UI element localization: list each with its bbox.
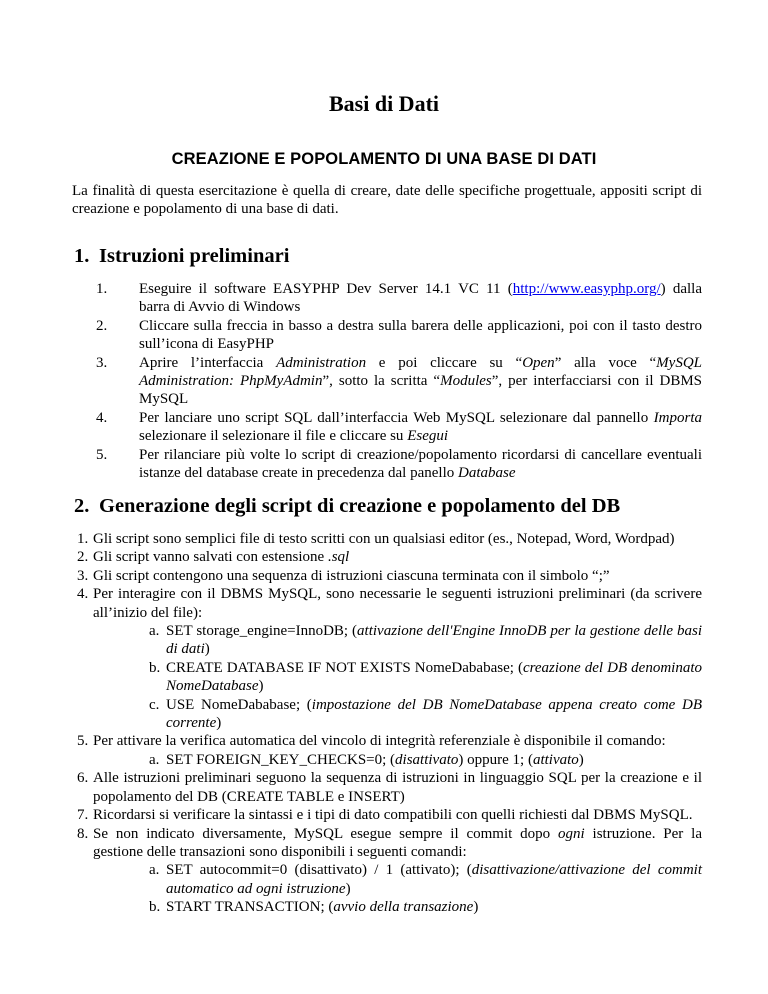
sublist (93, 861, 702, 916)
list-item: 4. Per interagire con il DBMS MySQL, sono necessarie le seguenti istruzioni preliminari (da scrivere all’inizio del file): a. SET storage_engine=InnoDB; (attivazione dell'Engine InnoDB per la gestione delle basi di dati) b. CREATE DATABASE IF NOT EXISTS NomeDababase; (creazione del DB denominato NomeDatabase) c. USE NomeDababase; (impostazione del DB NomeDatabase appena creato come DB corrente) (77, 586, 702, 732)
section-1-heading (74, 245, 289, 268)
sublist (93, 622, 702, 732)
list-item: 3. Gli script contengono una sequenza di istruzioni ciascuna terminata con il simbolo “;” (77, 567, 610, 584)
intro-paragraph: La finalità di questa esercitazione è quella di creare, date delle specifiche progettuale, appositi script di creazione e popolamento di una base di dati. (72, 183, 702, 217)
list-item: 1. Gli script sono semplici file di testo scritti con un qualsiasi editor (es., Notepad, Word, Wordpad) (77, 531, 675, 547)
list-item: 2. Cliccare sulla freccia in basso a destra sulla barera delle applicazioni, poi con il tasto destro sull’icona di EasyPHP (96, 317, 702, 353)
list-item: 6. Alle istruzioni preliminari seguono la sequenza di istruzioni in linguaggio SQL per la creazione e il popolamento del DB (CREATE TABLE e INSERT) (77, 770, 702, 805)
list-item: 2. Gli script vanno salvati con estensione .sql (77, 549, 350, 566)
list-item: 7. Ricordarsi si verificare la sintassi e i tipi di dato compatibili con quelli richiesti dal DBMS MySQL. (77, 807, 693, 824)
sublist-item: a. SET FOREIGN_KEY_CHECKS=0; (disattivato) oppure 1; (attivato) (149, 751, 584, 768)
sublist-item: c. USE NomeDababase; (impostazione del DB NomeDatabase appena creato come DB corrente) (149, 696, 702, 732)
list-item: 3. Aprire l’interfaccia Administration e poi cliccare su “Open” alla voce “MySQL Administration: PhpMyAdmin”, sotto la scritta “Modules”, per interfacciarsi con il DBMS MySQL (96, 354, 702, 408)
section-2-heading (74, 495, 620, 518)
list-item: 8. Se non indicato diversamente, MySQL esegue sempre il commit dopo ogni istruzione. Per la gestione delle transazioni sono disponibili i seguenti comandi: a. SET autocommit=0 (disattivato) / 1 (attivato); (disattivazione/attivazione del commit automatico ad ogni istruzione) b. START TRANSACTION; (avvio della transazione) (77, 825, 702, 916)
sublist (93, 751, 702, 769)
document-subtitle: CREAZIONE E POPOLAMENTO DI UNA BASE DI DATI (171, 150, 597, 168)
section-number: 2. (74, 495, 90, 517)
sublist-item: a. SET storage_engine=InnoDB; (attivazione dell'Engine InnoDB per la gestione delle basi di dati) (149, 623, 702, 658)
list-item: 4. Per lanciare uno script SQL dall’interfaccia Web MySQL selezionare dal pannello Importa selezionare il selezionare il file e cliccare su Esegui (96, 409, 702, 445)
section-title: Istruzioni preliminari (99, 245, 290, 267)
sublist-item: b. CREATE DATABASE IF NOT EXISTS NomeDababase; (creazione del DB denominato NomeDatabase) (149, 659, 702, 695)
section-1-list (96, 280, 702, 482)
list-item: 5. Per attivare la verifica automatica del vincolo di integrità referenziale è disponibile il comando: a. SET FOREIGN_KEY_CHECKS=0; (disattivato) oppure 1; (attivato) (77, 732, 702, 769)
list-item: 5. Per rilanciare più volte lo script di creazione/popolamento ricordarsi di cancellare eventuali istanze del database create in precedenza dal panello Database (96, 446, 702, 482)
easyphp-link[interactable]: http://www.easyphp.org/ (512, 281, 661, 297)
list-item: 1. Eseguire il software EASYPHP Dev Server 14.1 VC 11 (http://www.easyphp.org/) dalla barra di Avvio di Windows (96, 281, 702, 316)
section-title: Generazione degli script di creazione e popolamento del DB (99, 495, 621, 517)
section-number: 1. (74, 245, 90, 267)
document-title: Basi di Dati (328, 91, 440, 116)
sublist-item: b. START TRANSACTION; (avvio della transazione) (149, 899, 479, 916)
sublist-item: a. SET autocommit=0 (disattivato) / 1 (attivato); (disattivazione/attivazione del commit automatico ad ogni istruzione) (149, 862, 702, 897)
section-2-list (77, 530, 702, 917)
